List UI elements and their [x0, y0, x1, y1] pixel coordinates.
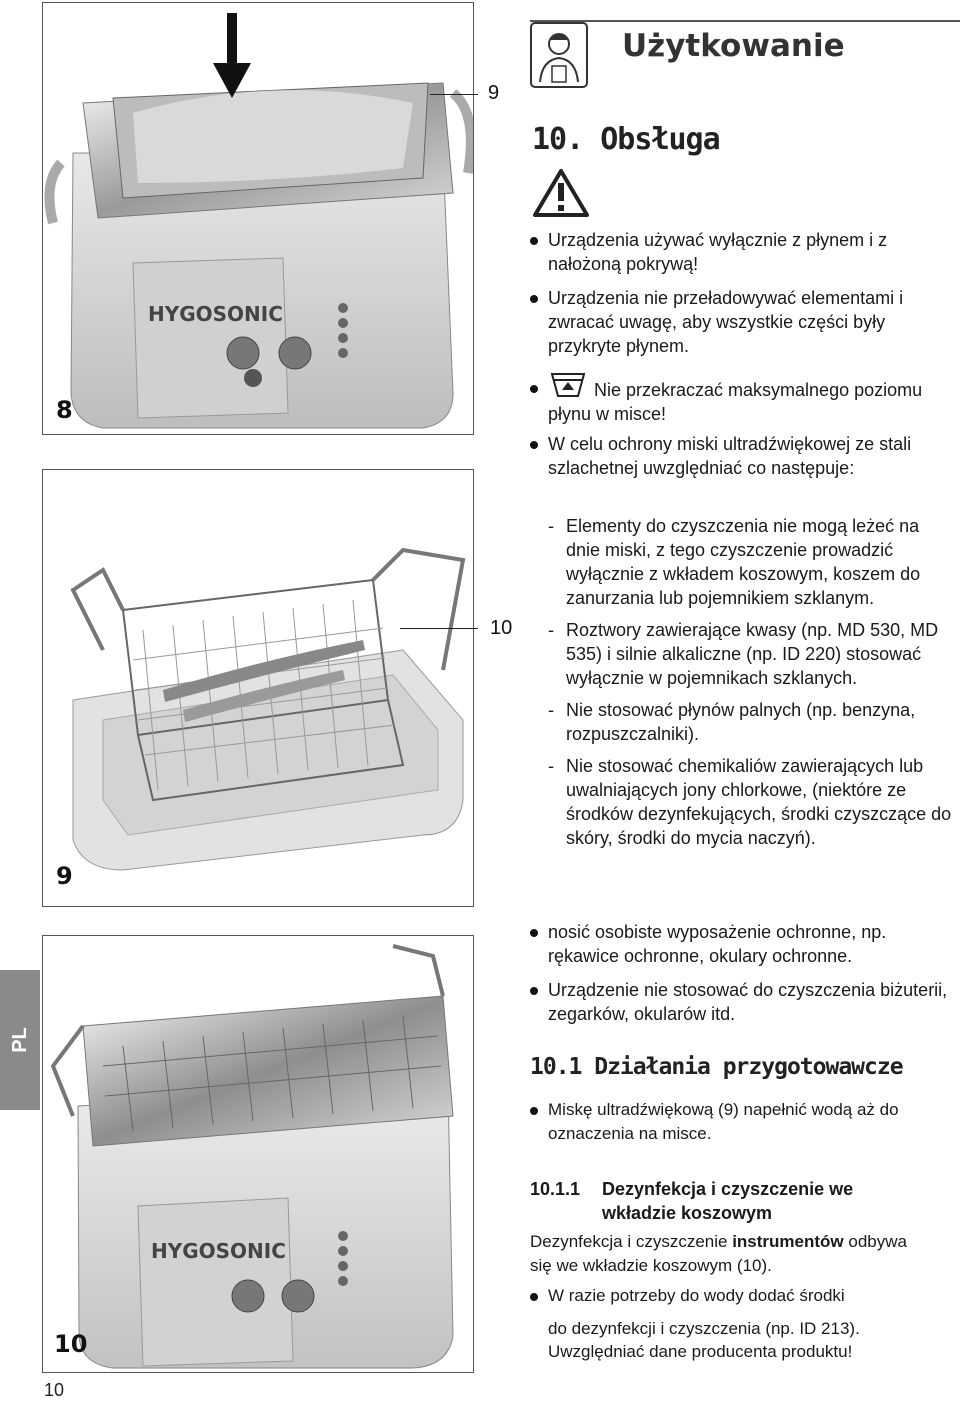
list-item: nosić osobiste wyposażenie ochronne, np. rękawice ochronne, okulary ochronne. — [530, 920, 955, 968]
list-item: Urządzenie nie stosować do czyszczenia biżuterii, zegarków, okularów itd. — [530, 978, 955, 1026]
section-10-bullets — [530, 228, 955, 368]
figure-9-frame — [42, 469, 474, 907]
brand-label-2: HYGOSONIC — [151, 1239, 286, 1263]
page-number: 10 — [44, 1380, 65, 1400]
section-10-1-1-number: 10.1.1 — [530, 1179, 581, 1199]
list-item: W razie potrzeby do wody dodać środki — [530, 1284, 960, 1308]
language-tab — [0, 970, 40, 1110]
section-10-1-1-bullets — [530, 1284, 960, 1318]
bath-with-basket-image — [43, 936, 473, 1372]
callout-10: 10 — [490, 617, 513, 639]
max-level-label: Nie przekraczać maksymalnego poziomu płynu w misce! — [548, 380, 923, 424]
figure-9-number: 9 — [56, 862, 73, 890]
callout-9-line — [430, 94, 478, 95]
operator-icon — [530, 22, 588, 88]
list-item: - Nie stosować płynów palnych (np. benzyna, rozpuszczalniki). — [548, 698, 956, 746]
section-10-1-1-continuation-1: do dezynfekcji i czyszczenia (np. ID 213). — [548, 1319, 860, 1338]
list-item: Urządzenia nie przeładowywać elementami i zwracać uwagę, aby wszystkie części były przykryte płynem. — [530, 286, 955, 358]
brand-label: HYGOSONIC — [148, 302, 283, 326]
section-10-bullets-b — [530, 432, 955, 490]
section-10-1-title: 10.1 Działania przygotowawcze — [530, 1054, 903, 1080]
section-10-title: 10. Obsługa — [532, 122, 720, 157]
callout-10-line — [400, 628, 478, 629]
section-10-1-1-paragraph: Dezynfekcja i czyszczenie instrumentów odbywa się we wkładzie koszowym (10). — [530, 1232, 907, 1275]
bullet-dot — [530, 385, 540, 395]
section-10-dashes — [548, 514, 956, 858]
figure-8-frame — [42, 2, 474, 435]
list-item: - Elementy do czyszczenia nie mogą leżeć na dnie miski, z tego czyszczenie prowadzić wyłącznie z wkładem koszowym, koszem do zanurzania lub pojemnikiem szklanym. — [548, 514, 956, 610]
page-title: Użytkowanie — [622, 28, 845, 64]
figure-8-number: 8 — [56, 396, 73, 424]
list-item: - Nie stosować chemikaliów zawierających lub uwalniających jony chlorkowe, (niektóre ze środków dezynfekujących, środki czyszczące do skóry, środki do mycia naczyń). — [548, 754, 956, 850]
basket-insert-image — [43, 470, 473, 906]
ultrasonic-bath-with-lid-image — [43, 3, 473, 434]
list-item: Miskę ultradźwiękową (9) napełnić wodą aż do oznaczenia na misce. — [530, 1098, 960, 1146]
list-item: - Roztwory zawierające kwasy (np. MD 530, MD 535) i silnie alkaliczne (np. ID 220) stosować wyłącznie w pojemnikach szklanych. — [548, 618, 956, 690]
section-10-1-bullets — [530, 1098, 960, 1156]
list-item: W celu ochrony miski ultradźwiękowej ze stali szlachetnej uwzględniać co następuje: — [530, 432, 955, 480]
callout-9: 9 — [488, 82, 500, 104]
warning-icon — [533, 168, 589, 218]
section-10-bullets-c — [530, 920, 955, 1036]
section-10-1-1-title: Dezynfekcja i czyszczenie we wkładzie koszowym — [602, 1179, 854, 1223]
figure-10-frame — [42, 935, 474, 1373]
max-level-text — [548, 378, 958, 426]
list-item: Urządzenia używać wyłącznie z płynem i z nałożoną pokrywą! — [530, 228, 955, 276]
language-tab-label: PL — [9, 1027, 31, 1053]
section-10-1-1-continuation-2: Uwzględniać dane producenta produktu! — [548, 1342, 853, 1361]
figure-10-number: 10 — [54, 1330, 88, 1358]
